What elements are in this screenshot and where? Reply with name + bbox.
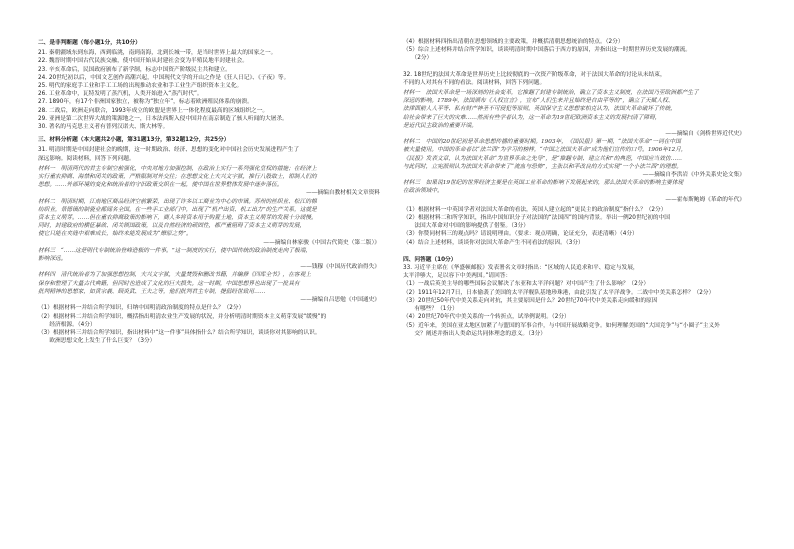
material-text: 材料三 “……这是明代专制统治登峰造极的一件事。”这一制度的实行，使中国传统的政治制度走向了极端， xyxy=(38,247,312,254)
material-source: ——摘编自吕思勉《中国通史》 xyxy=(300,297,380,304)
section-title: 四、问答题（10分） xyxy=(403,256,457,263)
judgement-item: 29. 亚洲是第二次世界大战的策源地之一，日本法西斯入侵中国并在南京制造了骇人听闻的大屠杀。 xyxy=(38,115,288,122)
question-intro: 深远影响。阅读材料，回答下列问题。 xyxy=(38,155,135,162)
material-source: ——摘编自《剑桥世界近代史》 xyxy=(665,131,745,138)
material-text: 法律面前人人平等、私有财产神圣不可侵犯等原则。英国保守主义思想家柏克认为，法国大革命破坏了传统， xyxy=(403,106,676,113)
left-column xyxy=(38,38,394,345)
material-text: 资本主义萌芽。……但在重农抑商政策的影响下，商人多将资本用于购置土地，资本主义萌芽的发展十分缓慢。 xyxy=(38,215,317,222)
sub-question: 有哪些？（1分） xyxy=(403,306,458,313)
sub-question: （1）根据材料一中英国学者对法国大革命的看法，英国人建立起的“更民主的政治制度”指什么？（2分） xyxy=(403,206,667,213)
material-text: 材料二 明清时期，江南地区商品经济空前繁荣，出现了许多以工商业为中心的市镇。苏州的丝织业、松江的棉 xyxy=(38,198,317,205)
section-title: 二、是非判断题（每小题1分，共10分） xyxy=(38,40,141,46)
material-text: 给社会带来了巨大的灾难……然而有些学者认为，这一革命为19世纪欧洲资本主义的发展扫清了障碍， xyxy=(403,114,661,121)
judgement-item: 24. 20世纪初以后，中国文艺创作高潮兴起，中国现代文学的开山之作是《狂人日记》、《子夜》等。 xyxy=(38,74,290,81)
sub-question: （2）根据材料二和所学知识，指出中国知识分子对法国的“法国四”的国内背景。举出一例20世纪初的中国 xyxy=(403,215,670,222)
judgement-item: 28. 二战后，欧洲走向联合，1993年成立的欧盟是世界上一体化程度最高的区域组织之一。 xyxy=(38,107,269,114)
material-text: 同时，封建政府的横征暴敛、闭关锁国政策，以及自然经济的顽固性，都严重阻碍了资本主义萌芽的发展， xyxy=(38,223,306,230)
material-text: 使它只能在夹缝中艰难成长，始终未能发展成为“燎原之势”。 xyxy=(38,231,192,238)
judgement-item: 22. 魏晋时期中国古代民族交融，使中国开始从封建社会变为半殖民地半封建社会。 xyxy=(38,58,248,65)
question-intro: 不同的人对其有不同的看法。阅读材料，回答下列问题。 xyxy=(403,79,546,86)
material-text: 批判精神的思想家，如黄宗羲、顾炎武、王夫之等，他们批判君主专制，提倡经世致用…… xyxy=(38,288,266,295)
material-source: ——钱穆《中国历代政治得失》 xyxy=(300,264,380,271)
question-intro: 32. 18世纪的法国大革命是世界历史上比较彻底的一次资产阶级革命，对于法国大革命的讨论从未结束， xyxy=(403,71,666,78)
sub-question: （4）20世纪70年代中美关系的一个转折点，试举例说明。（2分） xyxy=(403,314,570,321)
material-text: 材料一 法国大革命是一场深刻的社会变革，它推翻了封建专制统治，确立了资本主义制度，在法国乃至欧洲都产生了 xyxy=(403,90,699,97)
material-text: 材料三 如果说19世纪的世界经济主要是在英国工业革命的影响下发展起来的，那么法国大革命的影响主要体现 xyxy=(403,180,684,187)
material-text: 被大量使用。中国的革命者以“法兰西”为学习的榜样，“中国之法国大革命”成为他们宣传的口号。1906年12月， xyxy=(403,147,687,154)
sub-question: （1）根据材料一并结合所学知识，归纳中国明清政治制度的特点是什么？（2分） xyxy=(38,305,245,312)
sub-question: （3）20世纪50年代中美关系走向对抗，其主要原因是什么？20世纪70年代中美关系走向缓和的原因 xyxy=(403,297,658,304)
section-title: 三、材料分析题（本大题共2小题，第31题13分，第32题12分，共25分） xyxy=(38,137,230,144)
material-text: 保存和整理了大量古代典籍，但同时也造成了文化的巨大损失。这一时期，中国思想界也出现了一批具有 xyxy=(38,280,300,287)
judgement-item: 25. 明代的家庭手工业和手工工场的出现推动农业和手工业生产组织资本主义化。 xyxy=(38,83,243,90)
material-text: 深远的影响。1789年，法国颁布《人权宣言》，宣布“人们生来并且始终是自由平等的”，确立了天赋人权、 xyxy=(403,98,674,105)
material-text: 材料二 中国的20世纪初是革命思想传播的重要时期。1903年，《国民报》第一期，“法国大革命”一词在中国 xyxy=(403,139,681,146)
sub-question: （3）你赞同材料三的观点吗？请说明理由。（要求：观点明确，论证充分，表述清晰）（4分） xyxy=(403,231,638,238)
sub-question: （5）综合上述材料并结合所学知识，谈谈明清时期中国落后于西方的原因，并指出这一时期世界历史发展的潮流。 xyxy=(403,47,691,54)
material-text: 材料四 清代统治者为了加强思想控制，大兴文字狱，大量焚毁和删改书籍，并编修《四库全书》，在客观上 xyxy=(38,272,311,279)
material-source: ——霍布斯鲍姆《革命的年代》 xyxy=(665,196,745,203)
sub-question: 法国大革命对中国的影响提供了借鉴。（3分） xyxy=(403,223,529,230)
judgement-item: 23. 辛亥革命后，民国政府颁布了新学制，标志中国资产阶级民主共和建立。 xyxy=(38,66,231,73)
material-text: 纺织业，景德镇的制瓷业都闻名全国。在一些手工业部门中，出现了“机户出资、机工出力”的生产关系，这就是 xyxy=(38,206,317,213)
sub-question: （1）一战后英美主导的哪些国际会议解决了东亚和太平洋问题？对中国产生了什么影响？（2分） xyxy=(403,281,650,288)
material-text: 与此同时，立宪派则认为法国大革命带来了“流血与恐怖”，主张以和平改良的方式实现“一个小法兰西”的理想。 xyxy=(403,163,682,170)
material-text: 《民报》发表文章，认为法国大革命“为世界革命之先导”，是“推翻专制、建立共和”的典范，中国应当效仿…… xyxy=(403,155,682,162)
sub-question: （5）近年来，美国在亚太地区加紧了与盟国的军事合作，与中国开展战略竞争。如何理解美国的“大国竞争”与“小圈子”主义外 xyxy=(403,322,720,329)
sub-question: （2）1911年12月7日，日本偷袭了美国的太平洋舰队基地珍珠港，由此引发了太平洋战争。二战中中美关系怎样？（2分） xyxy=(403,289,715,296)
material-text: 材料一 明清两代的君主专制空前强化，中央对地方加强控制，在政治上实行一系列强化皇权的措施；在经济上 xyxy=(38,165,317,172)
sub-question: 经济根源。（4分） xyxy=(38,321,96,328)
judgement-item: 21. 秦朝疆域东到东海，西到临洮，南到南海，北到长城一带，是当时世界上最大的国家之一。 xyxy=(38,50,277,57)
judgement-item: 27. 1890年，有17个非洲国家独立，被称为“独立年”，标志着欧洲殖民体系的崩溃。 xyxy=(38,99,253,106)
sub-question: 欧洲思想文化上发生了什么巨变？（3分） xyxy=(38,338,156,345)
sub-question: （2）根据材料二并结合所学知识，概括指出明清农业生产发展的状况，并分析明清时期资本主义萌芽发展“缓慢”的 xyxy=(38,313,327,320)
material-source: ——摘编自教材相关文章资料 xyxy=(306,190,380,197)
material-source: ——摘编自林家骏《中国古代简史（第二版）》 xyxy=(263,239,380,246)
material-text: 是近代民主政治的重要开端。 xyxy=(403,122,477,129)
right-column xyxy=(403,38,759,338)
sub-question: （3）根据材料三并结合所学知识，指出材料中“这一件事”具体指什么？结合所学知识，谈谈你对其影响的认识。 xyxy=(38,329,321,336)
sub-question: （4）结合上述材料，谈谈你对法国大革命产生不同看法的原因。（3分） xyxy=(403,239,584,246)
sub-question: （2分） xyxy=(403,55,433,62)
sub-question: （4）根据材料四指出清朝在思想领域的主要政策，并概括清朝思想统治的特点。（2分） xyxy=(403,39,624,45)
material-text: 思想。……外部环境的变化和统治者的守旧政策交织在一起，使中国在世界整体发展中逐步落伍。 xyxy=(38,182,283,189)
material-text: 影响深远。 xyxy=(38,256,67,263)
sub-question: 交？阐述并指出人类命运共同体理念的意义。（3分） xyxy=(403,330,546,337)
material-text: 实行重农抑商、海禁和闭关的政策，严格限制对外交往；在思想文化上大兴文字狱，推行八股取士，钳制人们的 xyxy=(38,174,317,181)
question-intro: 33. 习近平主席在《华盛顿邮报》发表署名文章时指出：“区域的人民追求和平、稳定与发展， xyxy=(403,265,639,272)
material-text: 在政治领域中。 xyxy=(403,188,443,195)
judgement-item: 26. 工业革命中，瓦特发明了蒸汽机，人类开始进入“蒸汽时代”。 xyxy=(38,91,203,98)
judgement-item: 30. 著名的马克思主义者有普列汉诺夫、斯大林等。 xyxy=(38,124,169,131)
question-intro: 太平洋够大，足以容下中美两国。”请回答： xyxy=(403,273,512,280)
material-source: ——摘编自李洪岩《中外关系史论文集》 xyxy=(642,172,745,179)
question-intro: 31. 明清时期是中国封建社会的晚期，这一时期政治、经济、思想的变化对中国社会历史发展进程产生了 xyxy=(38,147,300,154)
